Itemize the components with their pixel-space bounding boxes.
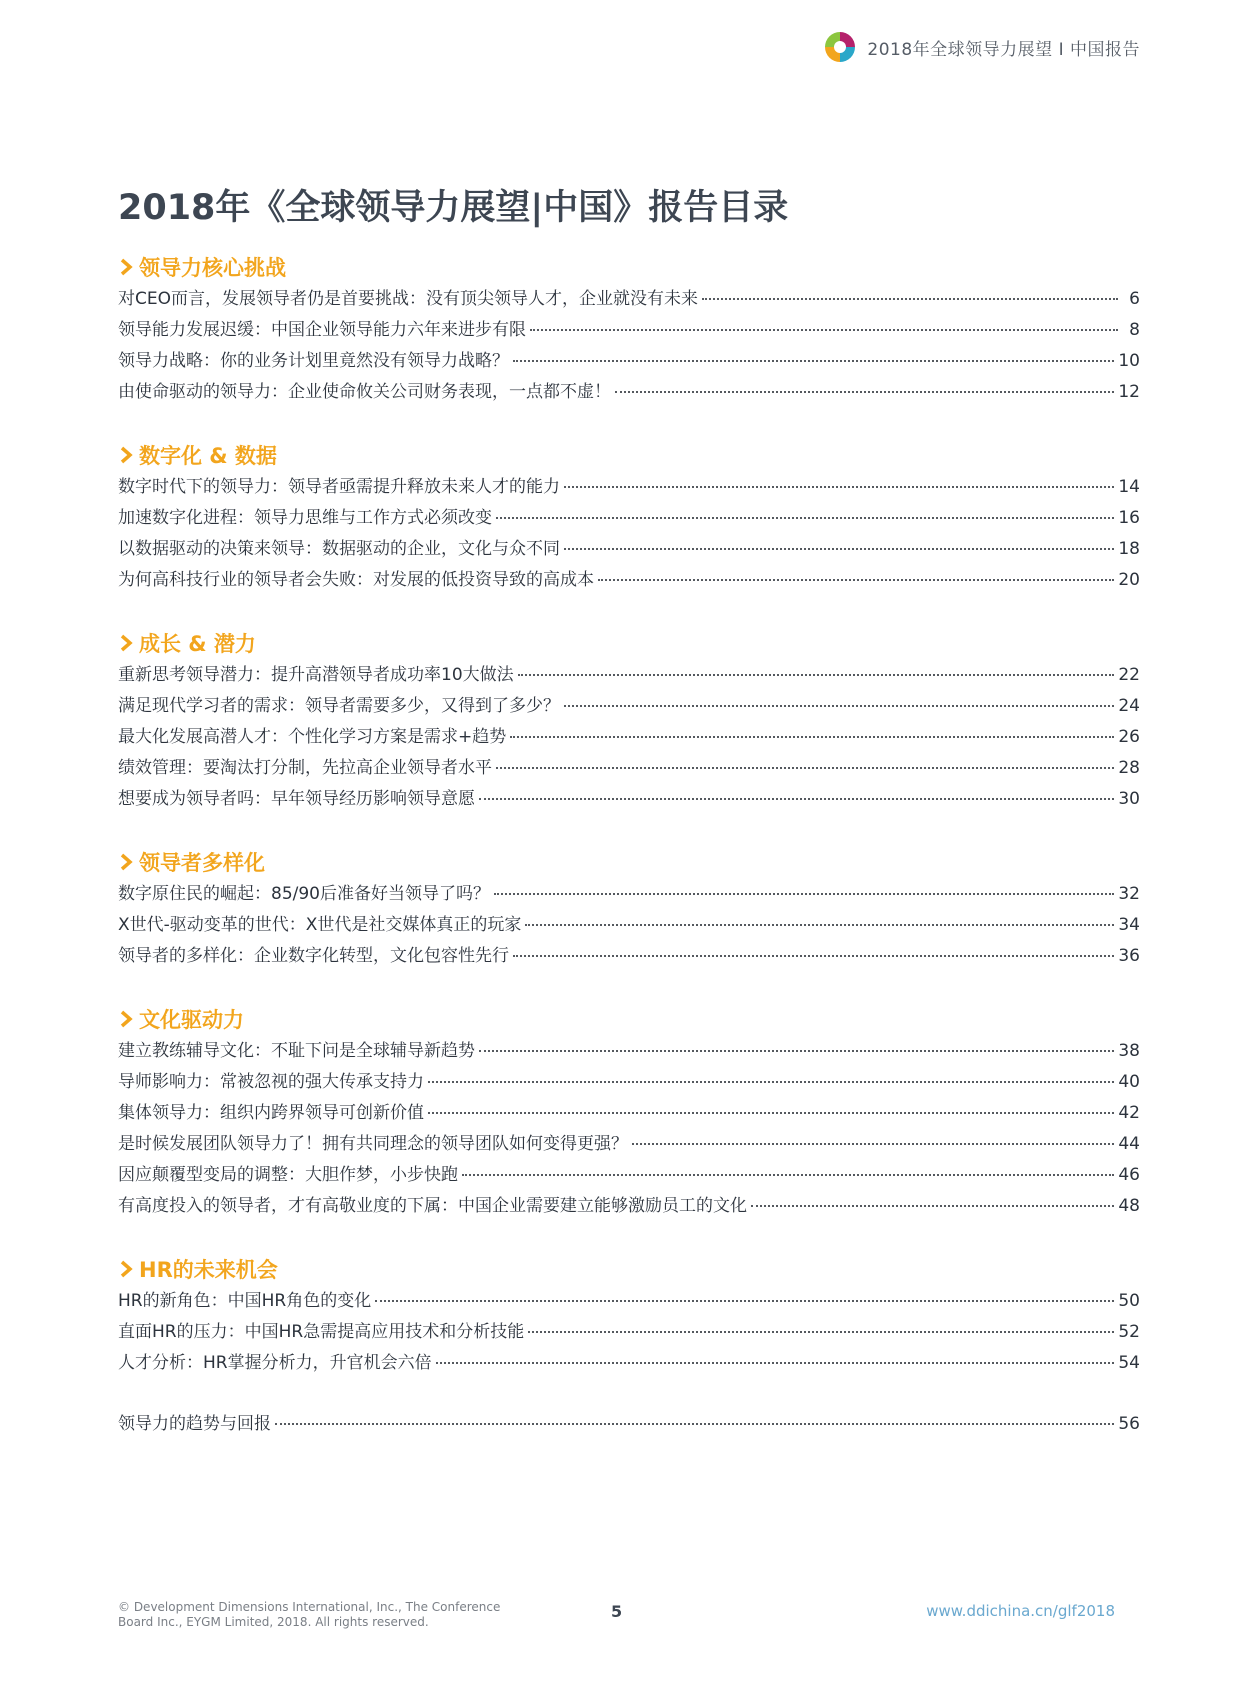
toc-entry[interactable] [118,565,1140,596]
toc-entry[interactable] [118,1348,1140,1379]
dot-leader [496,517,1114,519]
toc-entry-page: 32 [1118,884,1140,904]
toc-entry[interactable] [118,722,1140,753]
dot-leader [525,924,1114,926]
toc-entry-title: 建立教练辅导文化：不耻下问是全球辅导新趋势 [118,1041,475,1061]
section-heading-label: 数字化 & 数据 [139,444,277,468]
toc-section [118,250,1140,408]
chevron-right-icon [118,445,136,465]
toc-entry-page: 22 [1118,665,1140,685]
chevron-right-icon [118,852,136,872]
section-heading [118,1252,1140,1286]
toc-entry-title: 最大化发展高潜人才：个性化学习方案是需求+趋势 [118,727,507,747]
toc-entry-title: 导师影响力：常被忽视的强大传承支持力 [118,1072,424,1092]
toc-entry-title: 为何高科技行业的领导者会失败：对发展的低投资导致的高成本 [118,570,594,590]
toc-entry-title: 领导能力发展迟缓：中国企业领导能力六年来进步有限 [118,320,526,340]
dot-leader [518,674,1115,676]
toc-entry-title: 加速数字化进程：领导力思维与工作方式必须改变 [118,508,492,528]
toc-entry-page: 8 [1129,320,1140,340]
toc-entry-title: 直面HR的压力：中国HR急需提高应用技术和分析技能 [118,1322,525,1342]
toc-entry-page: 34 [1118,915,1140,935]
toc-entry[interactable] [118,472,1140,503]
toc-entry-page: 40 [1118,1072,1140,1092]
toc-entry[interactable] [118,910,1140,941]
chevron-right-icon [118,257,136,277]
footer-page-number: 5 [611,1602,623,1621]
toc-entry-title: 满足现代学习者的需求：领导者需要多少，又得到了多少？ [118,696,560,716]
section-heading-label: HR的未来机会 [139,1258,278,1282]
dot-leader [751,1205,1114,1207]
toc-entry-title: 领导力的趋势与回报 [118,1414,271,1434]
toc-entry-page: 54 [1118,1353,1140,1373]
toc-entry-page: 38 [1118,1041,1140,1061]
toc-entry[interactable] [118,879,1140,910]
toc-entry-page: 18 [1118,539,1140,559]
ddi-logo-icon [823,30,857,64]
section-heading [118,626,1140,660]
toc-entry[interactable] [118,1036,1140,1067]
dot-leader [496,767,1114,769]
dot-leader [528,1331,1114,1333]
toc-entry-page: 14 [1118,477,1140,497]
dot-leader [513,360,1114,362]
toc-entry-title: 有高度投入的领导者，才有高敬业度的下属：中国企业需要建立能够激励员工的文化 [118,1196,747,1216]
toc-entry-page: 16 [1118,508,1140,528]
section-heading-label: 文化驱动力 [139,1008,244,1032]
footer-url-link[interactable]: www.ddichina.cn/glf2018 [926,1602,1115,1620]
chevron-right-icon [118,1259,136,1279]
dot-leader [530,329,1118,331]
chevron-right-icon [118,633,136,653]
toc-entry-title: 想要成为领导者吗：早年领导经历影响领导意愿 [118,789,475,809]
toc-entry-page: 26 [1118,727,1140,747]
toc-entry[interactable] [118,1409,1140,1440]
toc-entry-page: 10 [1118,351,1140,371]
dot-leader [510,736,1114,738]
dot-leader [702,298,1118,300]
section-heading [118,250,1140,284]
toc-entry[interactable] [118,534,1140,565]
toc-entry-title: 因应颠覆型变局的调整：大胆作梦，小步快跑 [118,1165,458,1185]
toc-entry-page: 30 [1118,789,1140,809]
toc-entry-page: 56 [1118,1414,1140,1434]
dot-leader [479,798,1114,800]
page-header [823,30,1140,64]
toc-entry-title: 领导者的多样化：企业数字化转型，文化包容性先行 [118,946,509,966]
dot-leader [632,1143,1114,1145]
toc-entry[interactable] [118,1191,1140,1222]
table-of-contents [118,250,1140,1440]
dot-leader [436,1362,1115,1364]
toc-entry-title: 对CEO而言，发展领导者仍是首要挑战：没有顶尖领导人才，企业就没有未来 [118,289,698,309]
toc-entry[interactable] [118,1286,1140,1317]
toc-entry[interactable] [118,315,1140,346]
toc-entry[interactable] [118,1067,1140,1098]
toc-entry-title: 是时候发展团队领导力了！拥有共同理念的领导团队如何变得更强？ [118,1134,628,1154]
toc-entry-page: 44 [1118,1134,1140,1154]
toc-entry-page: 42 [1118,1103,1140,1123]
footer-copyright: © Development Dimensions International, Inc., The Conference Board Inc., EYGM Limited, 2018. All rights reserved. [118,1600,501,1629]
toc-entry[interactable] [118,784,1140,815]
toc-entry-title: 绩效管理：要淘汰打分制，先拉高企业领导者水平 [118,758,492,778]
toc-entry-page: 50 [1118,1291,1140,1311]
section-heading-label: 成长 & 潜力 [139,632,256,656]
toc-entry-title: HR的新角色：中国HR角色的变化 [118,1291,372,1311]
toc-entry[interactable] [118,753,1140,784]
toc-entry[interactable] [118,284,1140,315]
section-heading-label: 领导者多样化 [139,851,265,875]
toc-entry-page: 6 [1129,289,1140,309]
toc-entry-title: 领导力战略：你的业务计划里竟然没有领导力战略？ [118,351,509,371]
dot-leader [428,1081,1114,1083]
toc-entry-page: 48 [1118,1196,1140,1216]
dot-leader [598,579,1114,581]
page-title: 2018年《全球领导力展望|中国》报告目录 [118,188,789,228]
toc-entry[interactable] [118,503,1140,534]
toc-section [118,626,1140,815]
toc-entry[interactable] [118,691,1140,722]
section-heading-label: 领导力核心挑战 [139,256,286,280]
toc-entry[interactable] [118,377,1140,408]
toc-entry[interactable] [118,1317,1140,1348]
section-heading [118,1002,1140,1036]
dot-leader [494,893,1114,895]
header-title: 2018年全球领导力展望 I 中国报告 [867,39,1140,60]
toc-entry-page: 24 [1118,696,1140,716]
chevron-right-icon [118,1009,136,1029]
toc-entry-title: 以数据驱动的决策来领导：数据驱动的企业，文化与众不同 [118,539,560,559]
dot-leader [375,1300,1114,1302]
toc-entry[interactable] [118,941,1140,972]
toc-entry[interactable] [118,1160,1140,1191]
toc-section [118,438,1140,596]
toc-entry-page: 36 [1118,946,1140,966]
toc-section [118,1002,1140,1222]
toc-entry-title: 重新思考领导潜力：提升高潜领导者成功率10大做法 [118,665,514,685]
toc-entry[interactable] [118,1129,1140,1160]
toc-entry[interactable] [118,346,1140,377]
toc-entry[interactable] [118,1098,1140,1129]
toc-entry-title: 数字原住民的崛起：85/90后准备好当领导了吗？ [118,884,490,904]
section-heading [118,438,1140,472]
toc-entry-page: 46 [1118,1165,1140,1185]
dot-leader [462,1174,1114,1176]
dot-leader [479,1050,1114,1052]
toc-entry[interactable] [118,660,1140,691]
dot-leader [428,1112,1114,1114]
toc-entry-title: X世代-驱动变革的世代：X世代是社交媒体真正的玩家 [118,915,522,935]
toc-entry-title: 数字时代下的领导力：领导者亟需提升释放未来人才的能力 [118,477,560,497]
toc-entry-title: 由使命驱动的领导力：企业使命攸关公司财务表现，一点都不虚！ [118,382,611,402]
toc-entry-page: 20 [1118,570,1140,590]
toc-section [118,845,1140,972]
dot-leader [564,486,1114,488]
toc-entry-title: 集体领导力：组织内跨界领导可创新价值 [118,1103,424,1123]
toc-entry-title: 人才分析：HR掌握分析力，升官机会六倍 [118,1353,432,1373]
toc-section [118,1252,1140,1379]
dot-leader [564,705,1114,707]
toc-entry-page: 28 [1118,758,1140,778]
toc-entry-page: 12 [1118,382,1140,402]
section-heading [118,845,1140,879]
dot-leader [513,955,1114,957]
dot-leader [564,548,1114,550]
toc-entry-page: 52 [1118,1322,1140,1342]
dot-leader [275,1423,1114,1425]
dot-leader [615,391,1114,393]
